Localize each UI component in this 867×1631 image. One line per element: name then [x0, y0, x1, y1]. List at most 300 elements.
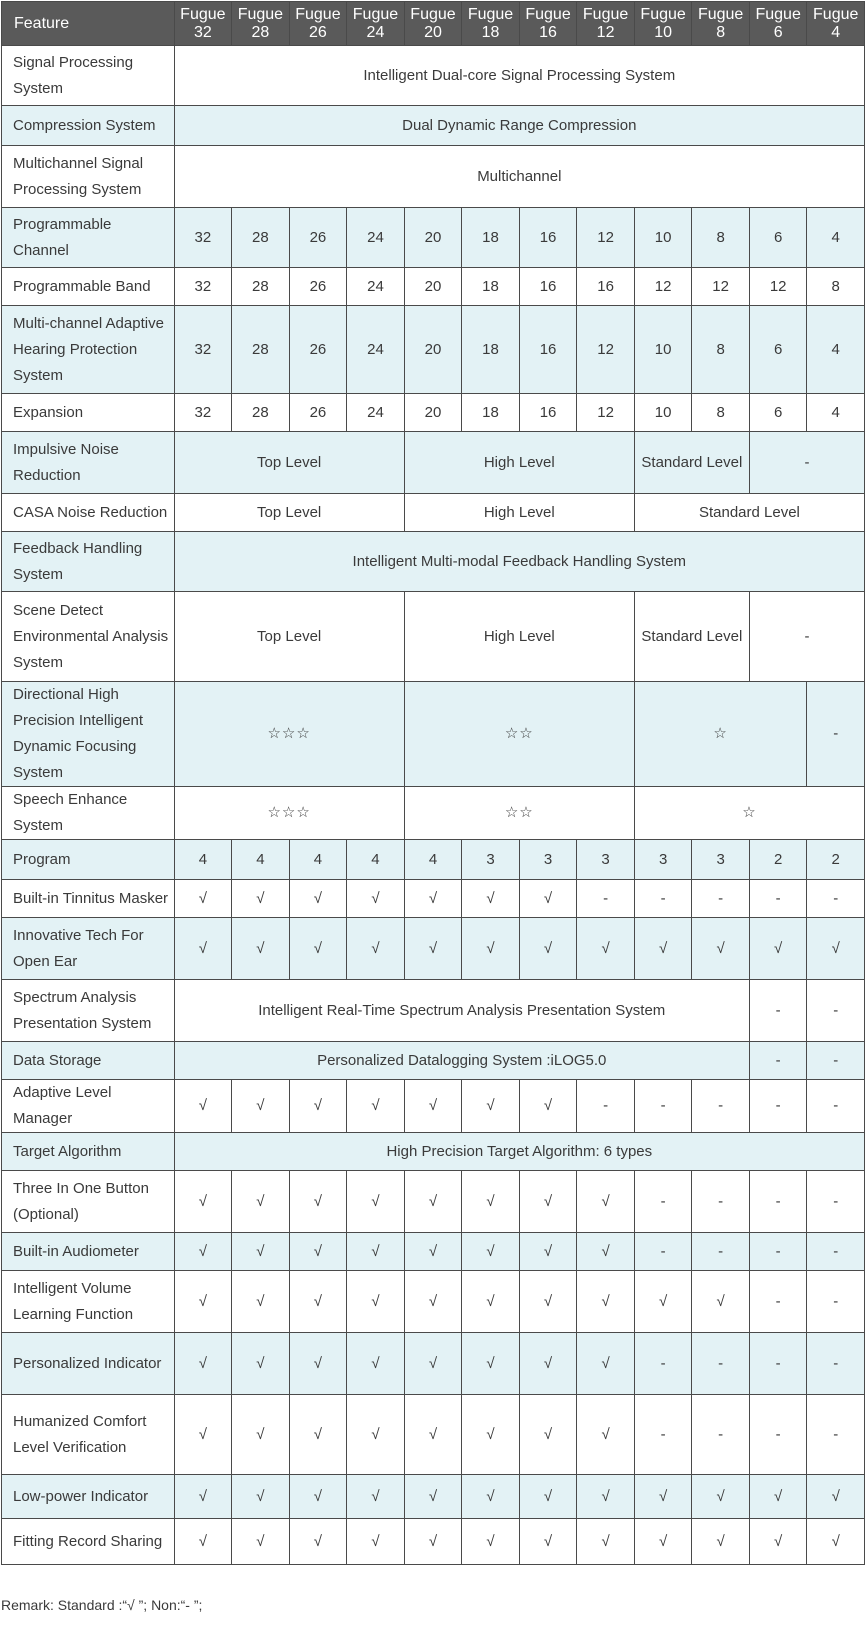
- value-cell: 20: [404, 208, 462, 268]
- table-row: [2, 840, 865, 880]
- model-number: 24: [366, 23, 385, 41]
- value-cell: √: [174, 1271, 232, 1333]
- model-name: Fugue: [813, 5, 859, 23]
- feature-label: Directional High Precision Intelligent Dynamic Focusing System: [2, 682, 175, 787]
- value-cell: √: [289, 880, 347, 918]
- value-cell: √: [289, 1271, 347, 1333]
- value-cell: √: [519, 1233, 577, 1271]
- feature-label: Impulsive Noise Reduction: [2, 432, 175, 494]
- value-cell: -: [749, 980, 807, 1042]
- model-column-header: [634, 2, 692, 46]
- value-cell: √: [404, 1271, 462, 1333]
- value-cell: √: [404, 1233, 462, 1271]
- table-row: [2, 1133, 865, 1171]
- value-cell: √: [232, 1271, 290, 1333]
- table-row: [2, 1395, 865, 1475]
- value-cell: √: [174, 1333, 232, 1395]
- feature-label: Adaptive Level Manager: [2, 1080, 175, 1133]
- value-cell: -: [692, 880, 750, 918]
- value-cell: √: [232, 918, 290, 980]
- value-cell: High Precision Target Algorithm: 6 types: [174, 1133, 864, 1171]
- value-cell: 26: [289, 268, 347, 306]
- header-row: [2, 2, 865, 46]
- feature-label: Innovative Tech For Open Ear: [2, 918, 175, 980]
- value-cell: √: [289, 1171, 347, 1233]
- value-cell: √: [634, 1519, 692, 1565]
- value-cell: √: [577, 1333, 635, 1395]
- value-cell: √: [347, 880, 405, 918]
- feature-label: Scene Detect Environmental Analysis System: [2, 592, 175, 682]
- value-cell: √: [347, 1475, 405, 1519]
- model-name: Fugue: [697, 5, 744, 23]
- value-cell: √: [174, 1395, 232, 1475]
- value-cell: 32: [174, 208, 232, 268]
- value-cell: 28: [232, 208, 290, 268]
- value-cell: Standard Level: [634, 432, 749, 494]
- value-cell: √: [749, 1475, 807, 1519]
- value-cell: 4: [807, 394, 865, 432]
- model-column-header: [174, 2, 232, 46]
- value-cell: √: [519, 1519, 577, 1565]
- table-row: [2, 432, 865, 494]
- value-cell: -: [577, 880, 635, 918]
- value-cell: 8: [692, 208, 750, 268]
- value-cell: 2: [749, 840, 807, 880]
- model-number: 10: [654, 23, 672, 41]
- value-cell: √: [232, 1171, 290, 1233]
- value-cell: √: [347, 1395, 405, 1475]
- spec-table-container: [1, 1, 865, 1565]
- value-cell: Top Level: [174, 432, 404, 494]
- value-cell: √: [404, 1395, 462, 1475]
- feature-label: Intelligent Volume Learning Function: [2, 1271, 175, 1333]
- value-cell: √: [347, 1080, 405, 1133]
- value-cell: Top Level: [174, 592, 404, 682]
- feature-label: CASA Noise Reduction: [2, 494, 175, 532]
- value-cell: -: [749, 1271, 807, 1333]
- value-cell: 24: [347, 394, 405, 432]
- value-cell: √: [289, 918, 347, 980]
- model-name: Fugue: [467, 5, 514, 23]
- value-cell: Multichannel: [174, 146, 864, 208]
- value-cell: -: [807, 1171, 865, 1233]
- value-cell: Dual Dynamic Range Compression: [174, 106, 864, 146]
- value-cell: -: [749, 592, 864, 682]
- value-cell: √: [634, 1475, 692, 1519]
- model-name: Fugue: [755, 5, 801, 23]
- model-number: 32: [193, 23, 212, 41]
- value-cell: √: [347, 1233, 405, 1271]
- remark-note: Remark: Standard :“√ ”; Non:“- ”;: [1, 1597, 203, 1613]
- feature-label: Target Algorithm: [2, 1133, 175, 1171]
- value-cell: √: [232, 880, 290, 918]
- value-cell: √: [749, 918, 807, 980]
- feature-label: Signal Processing System: [2, 46, 175, 106]
- value-cell: √: [577, 1519, 635, 1565]
- feature-label: Speech Enhance System: [2, 787, 175, 840]
- value-cell: Personalized Datalogging System :iLOG5.0: [174, 1042, 749, 1080]
- table-row: [2, 394, 865, 432]
- value-cell: 28: [232, 394, 290, 432]
- value-cell: √: [347, 1519, 405, 1565]
- value-cell: 10: [634, 208, 692, 268]
- feature-label: Built-in Tinnitus Masker: [2, 880, 175, 918]
- table-row: [2, 494, 865, 532]
- table-row: [2, 1080, 865, 1133]
- value-cell: -: [807, 1333, 865, 1395]
- value-cell: 8: [692, 394, 750, 432]
- value-cell: √: [519, 1171, 577, 1233]
- value-cell: 20: [404, 394, 462, 432]
- feature-label: Compression System: [2, 106, 175, 146]
- feature-label: Personalized Indicator: [2, 1333, 175, 1395]
- model-number: 28: [251, 23, 270, 41]
- value-cell: √: [692, 918, 750, 980]
- table-body: [2, 46, 865, 1565]
- value-cell: 16: [519, 268, 577, 306]
- feature-label: Multichannel Signal Processing System: [2, 146, 175, 208]
- value-cell: 24: [347, 268, 405, 306]
- table-row: [2, 146, 865, 208]
- model-name: Fugue: [410, 5, 456, 23]
- rating-stars-cell: ☆: [634, 682, 807, 787]
- value-cell: √: [404, 880, 462, 918]
- table-row: [2, 1233, 865, 1271]
- table-row: [2, 208, 865, 268]
- value-cell: √: [289, 1233, 347, 1271]
- value-cell: √: [404, 1333, 462, 1395]
- model-number: 18: [481, 23, 500, 41]
- value-cell: 28: [232, 306, 290, 394]
- model-number: 16: [539, 23, 557, 41]
- value-cell: 10: [634, 394, 692, 432]
- value-cell: 18: [462, 268, 520, 306]
- value-cell: √: [462, 1233, 520, 1271]
- value-cell: √: [232, 1080, 290, 1133]
- value-cell: √: [289, 1333, 347, 1395]
- model-name: Fugue: [525, 5, 571, 23]
- value-cell: √: [634, 918, 692, 980]
- value-cell: -: [634, 1233, 692, 1271]
- value-cell: Intelligent Multi-modal Feedback Handling System: [174, 532, 864, 592]
- value-cell: √: [462, 1171, 520, 1233]
- value-cell: -: [807, 1271, 865, 1333]
- value-cell: √: [232, 1333, 290, 1395]
- table-row: [2, 880, 865, 918]
- value-cell: -: [807, 980, 865, 1042]
- value-cell: 28: [232, 268, 290, 306]
- table-row: [2, 532, 865, 592]
- value-cell: √: [289, 1519, 347, 1565]
- table-row: [2, 787, 865, 840]
- value-cell: -: [807, 880, 865, 918]
- table-row: [2, 592, 865, 682]
- value-cell: 3: [692, 840, 750, 880]
- table-row: [2, 268, 865, 306]
- value-cell: √: [347, 1271, 405, 1333]
- value-cell: -: [692, 1233, 750, 1271]
- value-cell: √: [462, 1519, 520, 1565]
- model-name: Fugue: [640, 5, 686, 23]
- value-cell: 6: [749, 394, 807, 432]
- value-cell: √: [577, 1271, 635, 1333]
- model-name: Fugue: [295, 5, 341, 23]
- value-cell: 4: [347, 840, 405, 880]
- value-cell: -: [749, 1080, 807, 1133]
- table-row: [2, 1171, 865, 1233]
- value-cell: 18: [462, 208, 520, 268]
- value-cell: √: [347, 1333, 405, 1395]
- value-cell: √: [577, 918, 635, 980]
- value-cell: 3: [519, 840, 577, 880]
- value-cell: √: [347, 918, 405, 980]
- value-cell: High Level: [404, 432, 634, 494]
- value-cell: √: [174, 1171, 232, 1233]
- model-number: 20: [424, 23, 442, 41]
- value-cell: 12: [577, 394, 635, 432]
- value-cell: -: [577, 1080, 635, 1133]
- value-cell: High Level: [404, 494, 634, 532]
- value-cell: √: [807, 918, 865, 980]
- value-cell: √: [462, 918, 520, 980]
- model-number: 12: [596, 23, 615, 41]
- value-cell: 2: [807, 840, 865, 880]
- feature-label: Data Storage: [2, 1042, 175, 1080]
- value-cell: √: [462, 1271, 520, 1333]
- value-cell: Intelligent Real-Time Spectrum Analysis Presentation System: [174, 980, 749, 1042]
- value-cell: √: [289, 1395, 347, 1475]
- value-cell: 12: [577, 306, 635, 394]
- model-number: 8: [716, 23, 726, 41]
- value-cell: -: [634, 1080, 692, 1133]
- value-cell: -: [807, 1395, 865, 1475]
- value-cell: 8: [692, 306, 750, 394]
- value-cell: -: [749, 432, 864, 494]
- model-name: Fugue: [352, 5, 399, 23]
- feature-label: Low-power Indicator: [2, 1475, 175, 1519]
- value-cell: √: [289, 1475, 347, 1519]
- value-cell: √: [519, 880, 577, 918]
- table-row: [2, 1475, 865, 1519]
- value-cell: 4: [232, 840, 290, 880]
- value-cell: √: [232, 1475, 290, 1519]
- value-cell: 18: [462, 306, 520, 394]
- value-cell: -: [634, 1395, 692, 1475]
- feature-column-header: Feature: [2, 2, 175, 46]
- value-cell: √: [404, 1080, 462, 1133]
- value-cell: √: [692, 1519, 750, 1565]
- model-column-header: [692, 2, 750, 46]
- rating-stars-cell: ☆☆: [404, 787, 634, 840]
- table-row: [2, 1333, 865, 1395]
- table-row: [2, 918, 865, 980]
- model-number: 26: [309, 23, 327, 41]
- rating-stars-cell: ☆☆☆: [174, 682, 404, 787]
- value-cell: √: [174, 918, 232, 980]
- value-cell: -: [634, 1333, 692, 1395]
- value-cell: √: [232, 1519, 290, 1565]
- value-cell: 6: [749, 208, 807, 268]
- table-row: [2, 682, 865, 787]
- value-cell: √: [232, 1395, 290, 1475]
- feature-label: Feedback Handling System: [2, 532, 175, 592]
- value-cell: Standard Level: [634, 494, 864, 532]
- value-cell: √: [519, 918, 577, 980]
- feature-label: Expansion: [2, 394, 175, 432]
- value-cell: √: [174, 1519, 232, 1565]
- value-cell: 3: [462, 840, 520, 880]
- value-cell: 32: [174, 394, 232, 432]
- model-name: Fugue: [180, 5, 226, 23]
- value-cell: √: [749, 1519, 807, 1565]
- value-cell: -: [692, 1171, 750, 1233]
- value-cell: -: [749, 1171, 807, 1233]
- value-cell: √: [347, 1171, 405, 1233]
- value-cell: High Level: [404, 592, 634, 682]
- table-row: [2, 1271, 865, 1333]
- table-row: [2, 1042, 865, 1080]
- value-cell: 16: [519, 394, 577, 432]
- value-cell: √: [519, 1080, 577, 1133]
- model-name: Fugue: [582, 5, 629, 23]
- model-column-header: [807, 2, 865, 46]
- value-cell: -: [807, 1233, 865, 1271]
- value-cell: √: [289, 1080, 347, 1133]
- value-cell: 3: [634, 840, 692, 880]
- rating-stars-cell: ☆☆☆: [174, 787, 404, 840]
- value-cell: 4: [289, 840, 347, 880]
- model-number: 6: [773, 23, 783, 41]
- feature-label: Three In One Button (Optional): [2, 1171, 175, 1233]
- value-cell: 26: [289, 208, 347, 268]
- value-cell: Intelligent Dual-core Signal Processing System: [174, 46, 864, 106]
- model-name: Fugue: [237, 5, 284, 23]
- feature-label: Humanized Comfort Level Verification: [2, 1395, 175, 1475]
- model-column-header: [519, 2, 577, 46]
- value-cell: 3: [577, 840, 635, 880]
- feature-label: Programmable Band: [2, 268, 175, 306]
- rating-stars-cell: ☆: [634, 787, 864, 840]
- value-cell: √: [174, 1233, 232, 1271]
- value-cell: -: [692, 1080, 750, 1133]
- value-cell: 4: [807, 208, 865, 268]
- value-cell: 4: [404, 840, 462, 880]
- model-column-header: [289, 2, 347, 46]
- value-cell: 12: [749, 268, 807, 306]
- value-cell: 10: [634, 306, 692, 394]
- value-cell: -: [692, 1333, 750, 1395]
- value-cell: 26: [289, 394, 347, 432]
- value-cell: √: [577, 1475, 635, 1519]
- value-cell: -: [807, 1042, 865, 1080]
- value-cell: -: [807, 1080, 865, 1133]
- value-cell: 8: [807, 268, 865, 306]
- value-cell: √: [174, 880, 232, 918]
- value-cell: -: [749, 1042, 807, 1080]
- value-cell: 16: [577, 268, 635, 306]
- value-cell: 26: [289, 306, 347, 394]
- table-row: [2, 1519, 865, 1565]
- value-cell: √: [577, 1233, 635, 1271]
- value-cell: √: [577, 1395, 635, 1475]
- value-cell: 6: [749, 306, 807, 394]
- value-cell: -: [634, 880, 692, 918]
- value-cell: √: [577, 1171, 635, 1233]
- feature-label: Spectrum Analysis Presentation System: [2, 980, 175, 1042]
- value-cell: 4: [174, 840, 232, 880]
- value-cell: 16: [519, 306, 577, 394]
- value-cell: -: [749, 1233, 807, 1271]
- value-cell: 32: [174, 306, 232, 394]
- value-cell: -: [749, 1333, 807, 1395]
- value-cell: √: [232, 1233, 290, 1271]
- feature-label: Fitting Record Sharing: [2, 1519, 175, 1565]
- value-cell: √: [807, 1519, 865, 1565]
- value-cell: √: [519, 1271, 577, 1333]
- value-cell: √: [404, 1519, 462, 1565]
- model-column-header: [577, 2, 635, 46]
- value-cell: √: [692, 1475, 750, 1519]
- model-column-header: [347, 2, 405, 46]
- value-cell: 12: [577, 208, 635, 268]
- table-row: [2, 980, 865, 1042]
- value-cell: Standard Level: [634, 592, 749, 682]
- value-cell: 20: [404, 268, 462, 306]
- value-cell: √: [462, 1333, 520, 1395]
- value-cell: √: [174, 1080, 232, 1133]
- table-row: [2, 306, 865, 394]
- value-cell: 24: [347, 306, 405, 394]
- value-cell: √: [404, 1475, 462, 1519]
- value-cell: √: [807, 1475, 865, 1519]
- value-cell: -: [749, 1395, 807, 1475]
- value-cell: 32: [174, 268, 232, 306]
- model-column-header: [749, 2, 807, 46]
- model-column-header: [404, 2, 462, 46]
- value-cell: √: [462, 880, 520, 918]
- value-cell: -: [692, 1395, 750, 1475]
- rating-stars-cell: ☆☆: [404, 682, 634, 787]
- table-row: [2, 46, 865, 106]
- model-number: 4: [831, 23, 841, 41]
- value-cell: -: [749, 880, 807, 918]
- value-cell: √: [634, 1271, 692, 1333]
- value-cell: 20: [404, 306, 462, 394]
- value-cell: √: [519, 1475, 577, 1519]
- value-cell: √: [404, 918, 462, 980]
- feature-label: Built-in Audiometer: [2, 1233, 175, 1271]
- value-cell: -: [807, 682, 865, 787]
- value-cell: 12: [634, 268, 692, 306]
- value-cell: √: [404, 1171, 462, 1233]
- value-cell: 24: [347, 208, 405, 268]
- value-cell: 16: [519, 208, 577, 268]
- value-cell: √: [174, 1475, 232, 1519]
- value-cell: -: [634, 1171, 692, 1233]
- value-cell: √: [462, 1475, 520, 1519]
- value-cell: Top Level: [174, 494, 404, 532]
- value-cell: √: [519, 1395, 577, 1475]
- table-row: [2, 106, 865, 146]
- feature-label: Multi-channel Adaptive Hearing Protection System: [2, 306, 175, 394]
- value-cell: √: [692, 1271, 750, 1333]
- feature-label: Programmable Channel: [2, 208, 175, 268]
- value-cell: 12: [692, 268, 750, 306]
- model-column-header: [462, 2, 520, 46]
- value-cell: 4: [807, 306, 865, 394]
- feature-comparison-table: [1, 1, 865, 1565]
- value-cell: √: [462, 1395, 520, 1475]
